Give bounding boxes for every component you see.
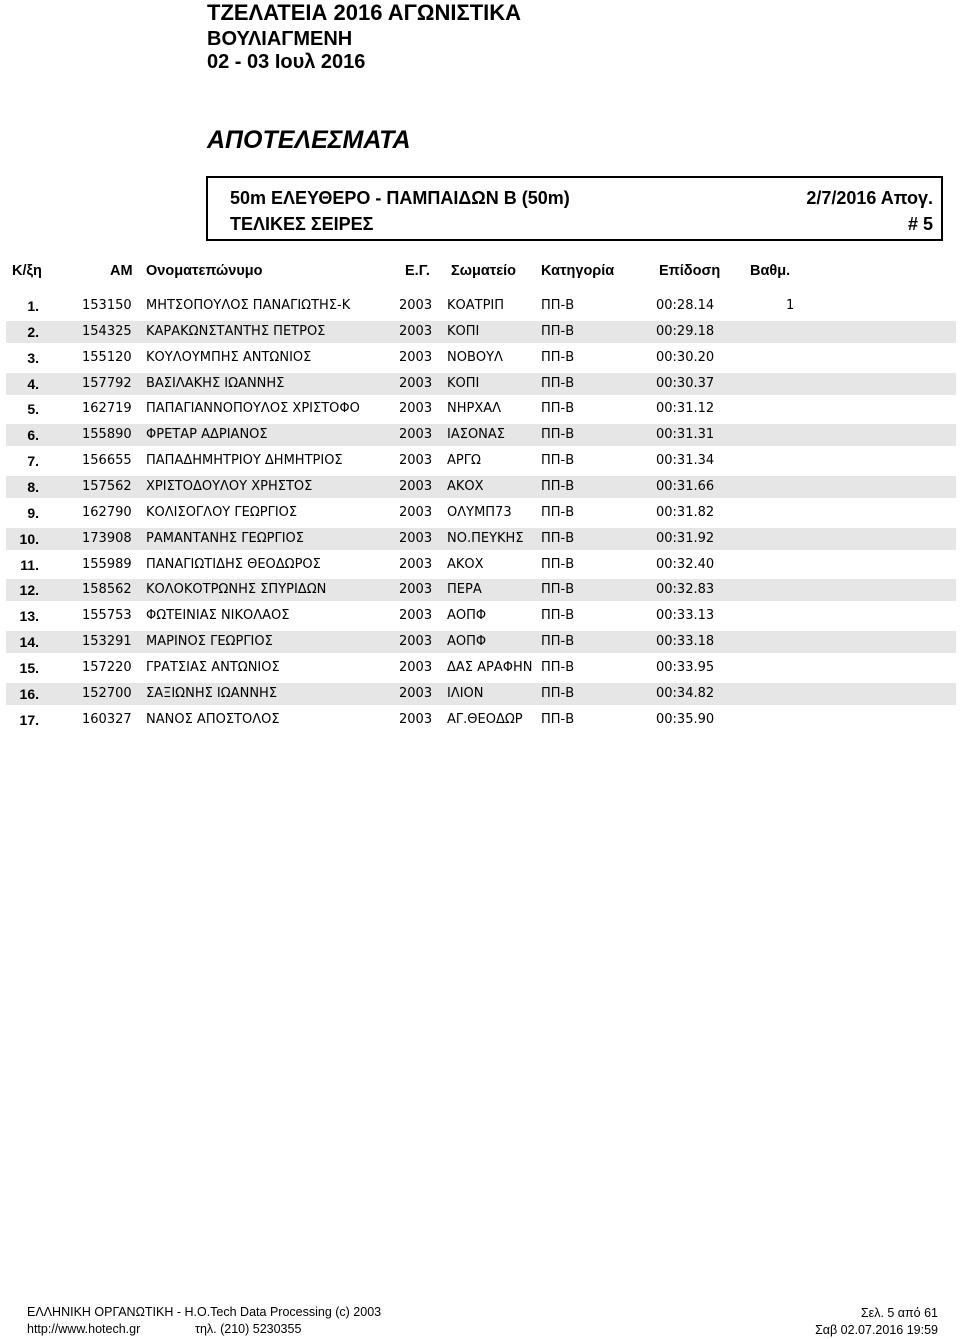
yob-cell: 2003	[399, 427, 433, 442]
category-cell: ΠΠ-Β	[541, 376, 575, 391]
yob-cell: 2003	[399, 531, 433, 546]
rank-cell: 13.	[19, 608, 39, 624]
name-cell: ΡΑΜΑΝΤΑΝΗΣ ΓΕΩΡΓΙΟΣ	[146, 531, 304, 546]
footer-url[interactable]: http://www.hotech.gr	[27, 1322, 141, 1336]
col-time: Επίδοση	[659, 263, 721, 279]
club-cell: ΚΟΠΙ	[447, 376, 480, 391]
footer-timestamp: Σαβ 02.07.2016 19:59	[815, 1323, 938, 1337]
rank-cell: 10.	[19, 531, 39, 547]
yob-cell: 2003	[399, 557, 433, 572]
table-row	[6, 424, 956, 446]
name-cell: ΠΑΝΑΓΙΩΤΙΔΗΣ ΘΕΟΔΩΡΟΣ	[146, 557, 321, 572]
am-cell: 155890	[82, 427, 132, 442]
club-cell: ΠΕΡΑ	[447, 582, 482, 597]
yob-cell: 2003	[399, 401, 433, 416]
time-cell: 00:30.20	[656, 350, 715, 365]
name-cell: ΠΑΠΑΔΗΜΗΤΡΙΟΥ ΔΗΜΗΤΡΙΟΣ	[146, 453, 343, 468]
category-cell: ΠΠ-Β	[541, 634, 575, 649]
am-cell: 155753	[82, 608, 132, 623]
time-cell: 00:31.34	[656, 453, 715, 468]
rank-cell: 15.	[19, 660, 39, 676]
club-cell: ΑΟΠΦ	[447, 608, 487, 623]
category-cell: ΠΠ-Β	[541, 401, 575, 416]
footer-org: ΕΛΛΗΝΙΚΗ ΟΡΓΑΝΩΤΙΚΗ - Η.Ο.Tech Data Processing (c) 2003	[27, 1305, 382, 1319]
table-row	[6, 347, 956, 369]
name-cell: ΠΑΠΑΓΙΑΝΝΟΠΟΥΛΟΣ ΧΡΙΣΤΟΦΟ	[146, 401, 360, 416]
am-cell: 157792	[82, 376, 132, 391]
am-cell: 157562	[82, 479, 132, 494]
name-cell: ΦΩΤΕΙΝΙΑΣ ΝΙΚΟΛΑΟΣ	[146, 608, 290, 623]
table-row	[6, 295, 956, 317]
table-row	[6, 502, 956, 524]
yob-cell: 2003	[399, 608, 433, 623]
category-cell: ΠΠ-Β	[541, 298, 575, 313]
name-cell: ΜΗΤΣΟΠΟΥΛΟΣ ΠΑΝΑΓΙΩΤΗΣ-Κ	[146, 298, 351, 313]
event-name: 50m ΕΛΕΥΘΕΡΟ - ΠΑΜΠΑΙΔΩΝ Β (50m)	[230, 188, 570, 208]
time-cell: 00:31.66	[656, 479, 715, 494]
club-cell: ΙΑΣΟΝΑΣ	[447, 427, 506, 442]
name-cell: ΝΑΝΟΣ ΑΠΟΣΤΟΛΟΣ	[146, 712, 280, 727]
am-cell: 173908	[82, 531, 132, 546]
col-club: Σωματείο	[451, 263, 516, 279]
rank-cell: 1.	[27, 298, 39, 314]
category-cell: ΠΠ-Β	[541, 505, 575, 520]
category-cell: ΠΠ-Β	[541, 712, 575, 727]
table-row	[6, 657, 956, 679]
rank-cell: 4.	[27, 376, 39, 392]
category-cell: ΠΠ-Β	[541, 324, 575, 339]
category-cell: ΠΠ-Β	[541, 608, 575, 623]
club-cell: ΑΡΓΩ	[447, 453, 481, 468]
name-cell: ΚΟΥΛΟΥΜΠΗΣ ΑΝΤΩΝΙΟΣ	[146, 350, 312, 365]
meet-venue: ΒΟΥΛΙΑΓΜΕΝΗ	[207, 28, 353, 50]
yob-cell: 2003	[399, 712, 433, 727]
club-cell: ΑΚΟΧ	[447, 479, 484, 494]
category-cell: ΠΠ-Β	[541, 686, 575, 701]
time-cell: 00:31.92	[656, 531, 715, 546]
table-row	[6, 476, 956, 498]
rank-cell: 6.	[27, 427, 39, 443]
col-yob: Ε.Γ.	[405, 263, 430, 279]
category-cell: ΠΠ-Β	[541, 427, 575, 442]
time-cell: 00:34.82	[656, 686, 715, 701]
col-points: Βαθμ.	[750, 263, 791, 279]
am-cell: 153150	[82, 298, 132, 313]
rank-cell: 5.	[27, 401, 39, 417]
table-row	[6, 398, 956, 420]
col-category: Κατηγορία	[541, 263, 615, 279]
club-cell: ΚΟΠΙ	[447, 324, 480, 339]
am-cell: 162719	[82, 401, 132, 416]
rank-cell: 16.	[19, 686, 39, 702]
event-date: 2/7/2016 Απογ.	[806, 188, 933, 208]
time-cell: 00:35.90	[656, 712, 715, 727]
points-cell: 1	[786, 298, 795, 313]
club-cell: ΝΟ.ΠΕΥΚΗΣ	[447, 531, 524, 546]
time-cell: 00:28.14	[656, 298, 715, 313]
am-cell: 156655	[82, 453, 132, 468]
rank-cell: 3.	[27, 350, 39, 366]
time-cell: 00:33.18	[656, 634, 715, 649]
table-row	[6, 554, 956, 576]
time-cell: 00:33.95	[656, 660, 715, 675]
yob-cell: 2003	[399, 660, 433, 675]
yob-cell: 2003	[399, 505, 433, 520]
name-cell: ΜΑΡΙΝΟΣ ΓΕΩΡΓΙΟΣ	[146, 634, 273, 649]
name-cell: ΚΟΛΟΚΟΤΡΩΝΗΣ ΣΠΥΡΙΔΩΝ	[146, 582, 327, 597]
event-number: # 5	[907, 214, 933, 234]
col-name: Ονοματεπώνυμο	[146, 263, 263, 279]
table-row	[6, 631, 956, 653]
rank-cell: 11.	[20, 557, 39, 573]
yob-cell: 2003	[399, 582, 433, 597]
am-cell: 160327	[82, 712, 132, 727]
category-cell: ΠΠ-Β	[541, 582, 575, 597]
rank-cell: 14.	[19, 634, 39, 650]
am-cell: 157220	[82, 660, 132, 675]
yob-cell: 2003	[399, 634, 433, 649]
yob-cell: 2003	[399, 350, 433, 365]
time-cell: 00:33.13	[656, 608, 715, 623]
club-cell: ΑΓ.ΘΕΟΔΩΡ	[447, 712, 523, 727]
time-cell: 00:32.40	[656, 557, 715, 572]
category-cell: ΠΠ-Β	[541, 350, 575, 365]
rank-cell: 2.	[27, 324, 39, 340]
am-cell: 153291	[82, 634, 132, 649]
category-cell: ΠΠ-Β	[541, 453, 575, 468]
category-cell: ΠΠ-Β	[541, 479, 575, 494]
yob-cell: 2003	[399, 324, 433, 339]
name-cell: ΧΡΙΣΤΟΔΟΥΛΟΥ ΧΡΗΣΤΟΣ	[146, 479, 313, 494]
club-cell: ΙΛΙΟΝ	[447, 686, 484, 701]
table-row	[6, 321, 956, 343]
yob-cell: 2003	[399, 479, 433, 494]
club-cell: ΟΛΥΜΠ73	[447, 505, 512, 520]
category-cell: ΠΠ-Β	[541, 660, 575, 675]
club-cell: ΚΟΑΤΡΙΠ	[447, 298, 505, 313]
am-cell: 162790	[82, 505, 132, 520]
table-row	[6, 709, 956, 731]
club-cell: ΑΚΟΧ	[447, 557, 484, 572]
time-cell: 00:31.31	[656, 427, 715, 442]
table-row	[6, 450, 956, 472]
name-cell: ΒΑΣΙΛΑΚΗΣ ΙΩΑΝΝΗΣ	[146, 376, 285, 391]
time-cell: 00:29.18	[656, 324, 715, 339]
rank-cell: 12.	[19, 582, 39, 598]
name-cell: ΚΟΛΙΣΟΓΛΟΥ ΓΕΩΡΓΙΟΣ	[146, 505, 298, 520]
results-title: ΑΠΟΤΕΛΕΣΜΑΤΑ	[207, 126, 411, 154]
time-cell: 00:32.83	[656, 582, 715, 597]
footer-phone: τηλ. (210) 5230355	[195, 1322, 302, 1336]
table-row	[6, 528, 956, 550]
meet-title: ΤΖΕΛΑΤΕΙΑ 2016 ΑΓΩΝΙΣΤΙΚΑ	[207, 0, 522, 25]
name-cell: ΦΡΕΤΑΡ ΑΔΡΙΑΝΟΣ	[146, 427, 268, 442]
am-cell: 155120	[82, 350, 132, 365]
event-round: ΤΕΛΙΚΕΣ ΣΕΙΡΕΣ	[230, 214, 374, 234]
yob-cell: 2003	[399, 686, 433, 701]
table-row	[6, 373, 956, 395]
yob-cell: 2003	[399, 376, 433, 391]
club-cell: ΑΟΠΦ	[447, 634, 487, 649]
name-cell: ΓΡΑΤΣΙΑΣ ΑΝΤΩΝΙΟΣ	[146, 660, 280, 675]
name-cell: ΣΑΞΙΩΝΗΣ ΙΩΑΝΝΗΣ	[146, 686, 278, 701]
yob-cell: 2003	[399, 298, 433, 313]
category-cell: ΠΠ-Β	[541, 531, 575, 546]
am-cell: 152700	[82, 686, 132, 701]
rank-cell: 8.	[27, 479, 39, 495]
rank-cell: 9.	[27, 505, 39, 521]
table-row	[6, 605, 956, 627]
col-rank: Κ/ξη	[12, 263, 42, 279]
club-cell: ΔΑΣ ΑΡΑΦΗΝ	[447, 660, 533, 675]
yob-cell: 2003	[399, 453, 433, 468]
rank-cell: 17.	[19, 712, 39, 728]
club-cell: ΝΟΒΟΥΛ	[447, 350, 503, 365]
category-cell: ΠΠ-Β	[541, 557, 575, 572]
time-cell: 00:30.37	[656, 376, 715, 391]
footer-page-number: Σελ. 5 από 61	[860, 1306, 938, 1320]
rank-cell: 7.	[27, 453, 39, 469]
time-cell: 00:31.12	[656, 401, 715, 416]
event-info-box	[206, 176, 943, 241]
name-cell: ΚΑΡΑΚΩΝΣΤΑΝΤΗΣ ΠΕΤΡΟΣ	[146, 324, 326, 339]
time-cell: 00:31.82	[656, 505, 715, 520]
col-am: ΑΜ	[110, 263, 133, 279]
am-cell: 154325	[82, 324, 132, 339]
am-cell: 158562	[82, 582, 132, 597]
table-row	[6, 683, 956, 705]
club-cell: ΝΗΡΧΑΛ	[447, 401, 502, 416]
meet-dates: 02 - 03 Ιουλ 2016	[207, 51, 366, 73]
am-cell: 155989	[82, 557, 132, 572]
table-row	[6, 579, 956, 601]
